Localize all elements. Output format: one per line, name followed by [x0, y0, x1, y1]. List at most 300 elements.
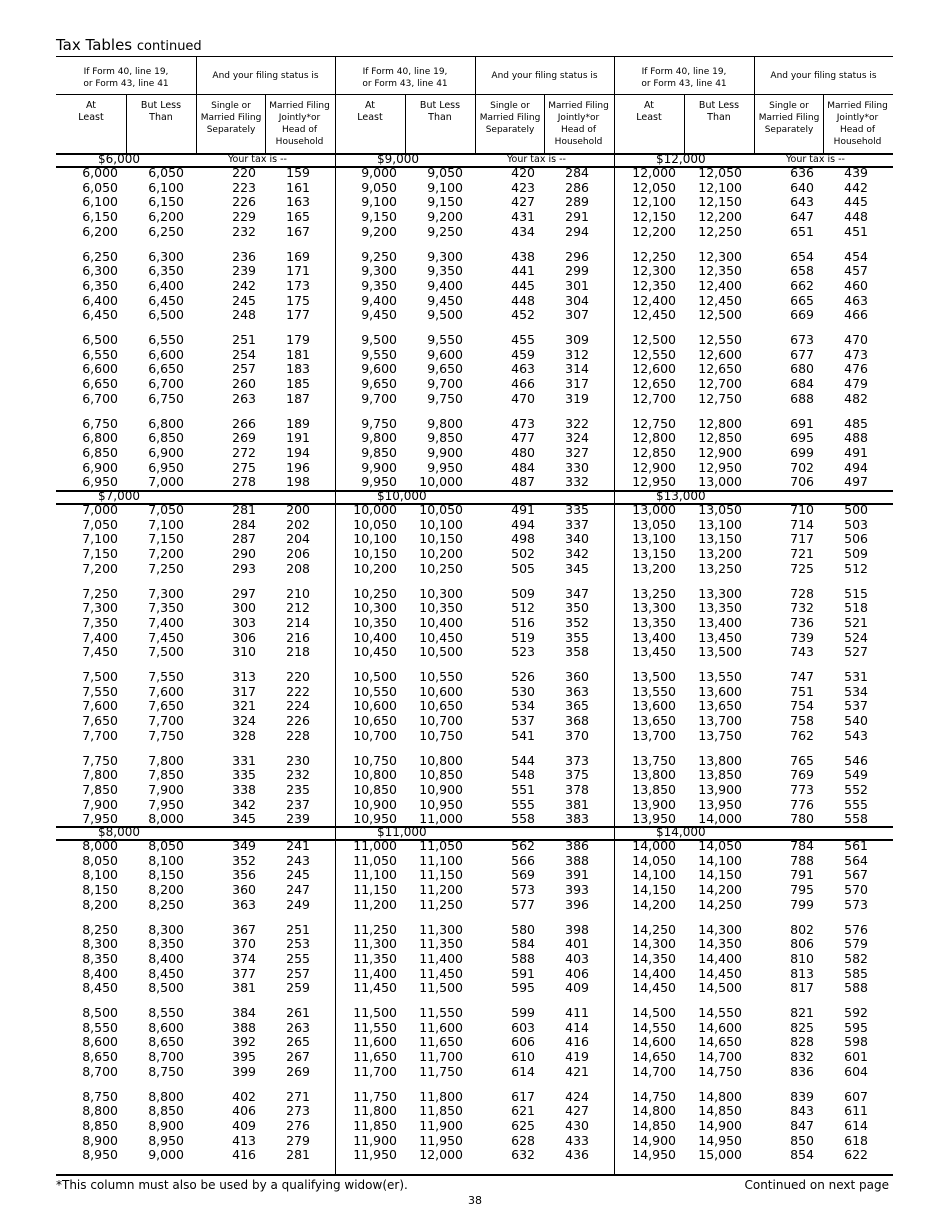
table-row — [335, 587, 614, 601]
single-tax-cell: 466 — [511, 376, 535, 392]
at-least-cell: 7,750 — [82, 752, 118, 768]
single-tax-cell: 762 — [790, 727, 814, 743]
at-least-cell: 14,350 — [632, 950, 676, 966]
single-line1: Single or — [769, 101, 809, 111]
single-tax-cell: 423 — [511, 179, 535, 195]
at-least-cell: 12,500 — [632, 332, 676, 347]
single-tax-cell: 599 — [511, 1005, 535, 1020]
table-row — [56, 518, 335, 532]
mfj-tax-cell: 165 — [286, 209, 310, 225]
table-row — [56, 616, 335, 630]
but-less-cell: 9,750 — [427, 390, 463, 406]
but-less-cell: 11,550 — [419, 1005, 463, 1020]
mfj-tax-cell: 194 — [286, 444, 310, 460]
but-less-cell: 6,200 — [148, 209, 184, 225]
mfj-tax-cell: 564 — [844, 852, 868, 868]
but-less-cell: 7,850 — [148, 767, 184, 783]
at-least-cell: 13,900 — [632, 796, 676, 812]
table-row — [335, 333, 614, 347]
at-least-cell: 8,700 — [82, 1063, 118, 1079]
at-least-cell: 10,700 — [353, 727, 397, 743]
single-tax-cell: 473 — [511, 415, 535, 431]
single-tax-cell: 832 — [790, 1049, 814, 1065]
mfj-tax-cell: 281 — [286, 1147, 310, 1163]
single-tax-cell: 381 — [232, 980, 256, 996]
at-least-cell: 6,550 — [82, 346, 118, 362]
single-tax-cell: 306 — [232, 629, 256, 645]
but-less-cell: 8,250 — [148, 896, 184, 912]
but-less-cell: 13,650 — [698, 698, 742, 714]
mfj-tax-cell: 271 — [286, 1088, 310, 1104]
single-line1: Single or — [490, 101, 530, 111]
at-least-cell: 9,450 — [361, 307, 397, 323]
at-least-cell: 9,900 — [361, 459, 397, 475]
at-least-cell: 14,100 — [632, 867, 676, 883]
at-least-cell: 14,150 — [632, 882, 676, 898]
single-tax-cell: 677 — [790, 346, 814, 362]
but-less-cell: 7,550 — [148, 669, 184, 684]
at-least-cell: 13,400 — [632, 629, 676, 645]
but-less-cell: 14,850 — [698, 1103, 742, 1119]
at-least-cell: 10,250 — [353, 585, 397, 601]
at-least-cell: 12,250 — [632, 248, 676, 264]
at-least-cell: 11,150 — [353, 882, 397, 898]
table-row — [335, 225, 614, 239]
mfj-tax-cell: 175 — [286, 292, 310, 308]
table-row — [335, 768, 614, 782]
mfj-tax-cell: 381 — [565, 796, 589, 812]
but-less-cell: 8,850 — [148, 1103, 184, 1119]
table-row — [335, 798, 614, 812]
but-less-cell: 6,150 — [148, 194, 184, 210]
mfj-tax-cell: 169 — [286, 248, 310, 264]
table-row — [614, 210, 893, 224]
mfj-tax-cell: 352 — [565, 614, 589, 630]
at-least-cell: 13,700 — [632, 727, 676, 743]
table-row — [56, 532, 335, 546]
but-less-cell: 14,050 — [698, 838, 742, 853]
table-row — [56, 503, 335, 517]
at-least-cell: 6,650 — [82, 376, 118, 392]
mfj-tax-cell: 286 — [565, 179, 589, 195]
table-row — [56, 308, 335, 322]
but-less-cell: 11,150 — [419, 867, 463, 883]
at-least-cell: 13,750 — [632, 752, 676, 768]
single-tax-cell: 251 — [232, 332, 256, 347]
table-row — [614, 166, 893, 180]
but-less-cell: 12,000 — [419, 1147, 463, 1163]
table-row — [56, 898, 335, 912]
at-least-cell: 14,750 — [632, 1088, 676, 1104]
header-divider-vertical — [126, 94, 127, 154]
mfj-tax-cell: 491 — [844, 444, 868, 460]
single-tax-cell: 821 — [790, 1005, 814, 1020]
single-tax-cell: 263 — [232, 390, 256, 406]
mfj-tax-cell: 261 — [286, 1005, 310, 1020]
mfj-header — [822, 100, 893, 148]
mfj-tax-cell: 299 — [565, 263, 589, 279]
but-less-cell: 14,000 — [698, 811, 742, 827]
table-row — [56, 210, 335, 224]
single-tax-cell: 580 — [511, 921, 535, 937]
at-least-cell: 10,550 — [353, 683, 397, 699]
but-less-cell: 9,550 — [427, 332, 463, 347]
mfj-tax-cell: 540 — [844, 713, 868, 729]
mfj-tax-cell: 230 — [286, 752, 310, 768]
but-less-cell: 12,150 — [698, 194, 742, 210]
at-least-cell: 11,950 — [353, 1147, 397, 1163]
at-least-cell: 11,800 — [353, 1103, 397, 1119]
mfj-tax-cell: 210 — [286, 585, 310, 601]
at-least-cell: 8,850 — [82, 1117, 118, 1133]
your-tax-label: Your tax is -- — [228, 154, 287, 165]
single-tax-cell: 420 — [511, 165, 535, 180]
at-least-cell: 6,300 — [82, 263, 118, 279]
but-less-cell: 6,950 — [148, 459, 184, 475]
mfj-tax-cell: 567 — [844, 867, 868, 883]
header-bottom-rule — [56, 153, 893, 155]
single-tax-cell: 584 — [511, 936, 535, 952]
table-row — [56, 952, 335, 966]
single-tax-cell: 484 — [511, 459, 535, 475]
at-least-cell: 6,400 — [82, 292, 118, 308]
but-less-cell: 10,650 — [419, 698, 463, 714]
table-row — [335, 195, 614, 209]
mfj-tax-cell: 220 — [286, 669, 310, 684]
table-row — [614, 547, 893, 561]
at-least-cell: 8,650 — [82, 1049, 118, 1065]
but-less-line2: Than — [428, 112, 452, 123]
but-less-cell: 11,000 — [419, 811, 463, 827]
table-row — [335, 461, 614, 475]
but-less-cell: 13,800 — [698, 752, 742, 768]
mfj-tax-cell: 267 — [286, 1049, 310, 1065]
but-less-cell: 11,100 — [419, 852, 463, 868]
mfj-tax-cell: 442 — [844, 179, 868, 195]
at-least-cell: 8,250 — [82, 921, 118, 937]
at-least-line2: Least — [636, 112, 662, 123]
table-row — [56, 923, 335, 937]
but-less-cell: 14,150 — [698, 867, 742, 883]
table-row — [56, 195, 335, 209]
single-tax-cell: 281 — [232, 502, 256, 517]
table-row — [56, 783, 335, 797]
table-row — [335, 308, 614, 322]
single-tax-cell: 392 — [232, 1034, 256, 1050]
mfj-tax-cell: 317 — [565, 376, 589, 392]
at-least-cell: 11,350 — [353, 950, 397, 966]
table-row — [56, 1065, 335, 1079]
but-less-cell: 11,950 — [419, 1132, 463, 1148]
form-ref-line2: or Form 43, line 41 — [362, 79, 448, 89]
header-divider-vertical — [405, 94, 406, 154]
at-least-cell: 11,500 — [353, 1005, 397, 1020]
mfj-tax-cell: 183 — [286, 361, 310, 377]
mfj-tax-cell: 454 — [844, 248, 868, 264]
mfj-line2: Jointly*or — [836, 113, 879, 123]
mfj-tax-cell: 243 — [286, 852, 310, 868]
but-less-cell: 9,900 — [427, 444, 463, 460]
table-row — [614, 475, 893, 489]
at-least-cell: 8,200 — [82, 896, 118, 912]
mfj-tax-cell: 579 — [844, 936, 868, 952]
mfj-line1: Married Filing — [827, 101, 888, 111]
but-less-cell: 10,100 — [419, 516, 463, 532]
table-panel-1 — [56, 56, 336, 1176]
but-less-line1: But Less — [698, 100, 740, 111]
table-row — [335, 670, 614, 684]
table-row — [56, 1119, 335, 1133]
table-row — [614, 645, 893, 659]
but-less-cell: 11,500 — [419, 980, 463, 996]
table-row — [335, 1021, 614, 1035]
table-row — [56, 1050, 335, 1064]
but-less-cell: 14,950 — [698, 1132, 742, 1148]
table-row — [56, 868, 335, 882]
at-least-cell: 11,650 — [353, 1049, 397, 1065]
single-tax-cell: 732 — [790, 600, 814, 616]
but-less-cell: 6,550 — [148, 332, 184, 347]
at-least-cell: 11,900 — [353, 1132, 397, 1148]
single-tax-cell: 352 — [232, 852, 256, 868]
single-tax-cell: 658 — [790, 263, 814, 279]
but-less-cell: 8,400 — [148, 950, 184, 966]
mfj-tax-cell: 398 — [565, 921, 589, 937]
table-row — [614, 783, 893, 797]
but-less-cell: 7,200 — [148, 546, 184, 562]
at-least-cell: 11,850 — [353, 1117, 397, 1133]
but-less-cell: 11,850 — [419, 1103, 463, 1119]
mfj-tax-cell: 319 — [565, 390, 589, 406]
mfj-tax-cell: 309 — [565, 332, 589, 347]
single-tax-cell: 269 — [232, 430, 256, 446]
single-line2: Married Filing — [200, 113, 262, 123]
but-less-cell: 10,300 — [419, 585, 463, 601]
single-tax-cell: 519 — [511, 629, 535, 645]
mfj-tax-cell: 476 — [844, 361, 868, 377]
single-tax-cell: 367 — [232, 921, 256, 937]
table-row — [56, 294, 335, 308]
single-tax-cell: 223 — [232, 179, 256, 195]
single-line3: Separately — [485, 125, 535, 135]
table-row — [614, 868, 893, 882]
but-less-cell: 9,150 — [427, 194, 463, 210]
single-tax-cell: 480 — [511, 444, 535, 460]
but-less-cell: 7,000 — [148, 474, 184, 490]
table-row — [335, 532, 614, 546]
table-row — [614, 225, 893, 239]
at-least-cell: 12,750 — [632, 415, 676, 431]
but-less-cell: 9,500 — [427, 307, 463, 323]
mfj-tax-cell: 350 — [565, 600, 589, 616]
table-row — [614, 981, 893, 995]
page-number: 38 — [468, 1194, 482, 1207]
mfj-tax-cell: 537 — [844, 698, 868, 714]
form-ref-header — [614, 66, 754, 90]
mfj-tax-cell: 570 — [844, 882, 868, 898]
form-ref-line1: If Form 40, line 19, — [83, 67, 169, 77]
mfj-tax-cell: 611 — [844, 1103, 868, 1119]
table-row — [335, 839, 614, 853]
header-divider-vertical — [684, 94, 685, 154]
table-row — [614, 362, 893, 376]
at-least-cell: 8,000 — [82, 838, 118, 853]
single-tax-cell: 530 — [511, 683, 535, 699]
but-less-cell: 8,600 — [148, 1019, 184, 1035]
table-row — [335, 923, 614, 937]
but-less-cell: 14,300 — [698, 921, 742, 937]
mfj-tax-cell: 479 — [844, 376, 868, 392]
single-header — [754, 100, 824, 136]
at-least-cell: 13,500 — [632, 669, 676, 684]
mfj-tax-cell: 171 — [286, 263, 310, 279]
at-least-cell: 12,300 — [632, 263, 676, 279]
but-less-cell: 6,600 — [148, 346, 184, 362]
mfj-tax-cell: 312 — [565, 346, 589, 362]
single-tax-cell: 239 — [232, 263, 256, 279]
at-least-header — [614, 100, 684, 124]
table-row — [614, 839, 893, 853]
mfj-tax-cell: 448 — [844, 209, 868, 225]
table-row — [335, 431, 614, 445]
at-least-cell: 9,850 — [361, 444, 397, 460]
form-ref-line2: or Form 43, line 41 — [83, 79, 169, 89]
table-row — [56, 333, 335, 347]
single-tax-cell: 384 — [232, 1005, 256, 1020]
but-less-cell: 14,500 — [698, 980, 742, 996]
at-least-cell: 7,850 — [82, 781, 118, 797]
table-row — [335, 854, 614, 868]
single-tax-cell: 643 — [790, 194, 814, 210]
but-less-cell: 13,850 — [698, 767, 742, 783]
but-less-cell: 10,750 — [419, 727, 463, 743]
but-less-cell: 11,750 — [419, 1063, 463, 1079]
but-less-cell: 7,050 — [148, 502, 184, 517]
but-less-cell: 10,900 — [419, 781, 463, 797]
table-row — [56, 166, 335, 180]
but-less-cell: 11,650 — [419, 1034, 463, 1050]
mfj-tax-cell: 506 — [844, 531, 868, 547]
table-row — [614, 446, 893, 460]
mfj-tax-cell: 251 — [286, 921, 310, 937]
table-row — [56, 377, 335, 391]
at-least-cell: 13,800 — [632, 767, 676, 783]
table-row — [335, 1090, 614, 1104]
at-least-cell: 9,350 — [361, 277, 397, 293]
mfj-tax-cell: 214 — [286, 614, 310, 630]
but-less-cell: 8,200 — [148, 882, 184, 898]
but-less-cell: 11,600 — [419, 1019, 463, 1035]
at-least-cell: 12,150 — [632, 209, 676, 225]
but-less-cell: 12,100 — [698, 179, 742, 195]
mfj-tax-cell: 509 — [844, 546, 868, 562]
single-tax-cell: 445 — [511, 277, 535, 293]
at-least-cell: 12,350 — [632, 277, 676, 293]
mfj-tax-cell: 604 — [844, 1063, 868, 1079]
form-ref-header — [56, 66, 196, 90]
mfj-tax-cell: 601 — [844, 1049, 868, 1065]
table-row — [56, 937, 335, 951]
at-least-line2: Least — [78, 112, 104, 123]
single-tax-cell: 402 — [232, 1088, 256, 1104]
table-row — [614, 279, 893, 293]
single-tax-cell: 413 — [232, 1132, 256, 1148]
single-tax-cell: 843 — [790, 1103, 814, 1119]
mfj-tax-cell: 598 — [844, 1034, 868, 1050]
mfj-tax-cell: 614 — [844, 1117, 868, 1133]
mfj-tax-cell: 411 — [565, 1005, 589, 1020]
mfj-tax-cell: 488 — [844, 430, 868, 446]
at-least-cell: 9,750 — [361, 415, 397, 431]
mfj-tax-cell: 558 — [844, 811, 868, 827]
mfj-tax-cell: 391 — [565, 867, 589, 883]
single-tax-cell: 477 — [511, 430, 535, 446]
table-row — [56, 264, 335, 278]
at-least-cell: 12,000 — [632, 165, 676, 180]
single-tax-cell: 617 — [511, 1088, 535, 1104]
single-tax-cell: 614 — [511, 1063, 535, 1079]
table-row — [335, 294, 614, 308]
table-row — [335, 883, 614, 897]
mfj-tax-cell: 284 — [565, 165, 589, 180]
at-least-cell: 6,900 — [82, 459, 118, 475]
table-row — [56, 1035, 335, 1049]
at-least-cell: 14,800 — [632, 1103, 676, 1119]
at-least-cell: 8,350 — [82, 950, 118, 966]
table-row — [56, 631, 335, 645]
mfj-tax-cell: 588 — [844, 980, 868, 996]
but-less-cell: 12,200 — [698, 209, 742, 225]
table-row — [56, 431, 335, 445]
mfj-tax-cell: 235 — [286, 781, 310, 797]
at-least-cell: 10,600 — [353, 698, 397, 714]
single-tax-cell: 743 — [790, 644, 814, 660]
mfj-tax-cell: 257 — [286, 965, 310, 981]
single-tax-cell: 257 — [232, 361, 256, 377]
at-least-cell: 13,650 — [632, 713, 676, 729]
mfj-tax-cell: 324 — [565, 430, 589, 446]
table-row — [56, 225, 335, 239]
mfj-tax-cell: 301 — [565, 277, 589, 293]
table-row — [335, 937, 614, 951]
at-least-cell: 12,600 — [632, 361, 676, 377]
table-row — [56, 1104, 335, 1118]
single-tax-cell: 784 — [790, 838, 814, 853]
at-least-cell: 8,150 — [82, 882, 118, 898]
single-tax-cell: 706 — [790, 474, 814, 490]
table-row — [614, 1148, 893, 1162]
at-least-cell: 9,950 — [361, 474, 397, 490]
table-row — [614, 518, 893, 532]
single-tax-cell: 577 — [511, 896, 535, 912]
single-tax-cell: 799 — [790, 896, 814, 912]
single-tax-cell: 491 — [511, 502, 535, 517]
table-row — [335, 166, 614, 180]
at-least-cell: 12,850 — [632, 444, 676, 460]
single-tax-cell: 470 — [511, 390, 535, 406]
at-least-cell: 12,700 — [632, 390, 676, 406]
at-least-cell: 6,950 — [82, 474, 118, 490]
mfj-tax-cell: 173 — [286, 277, 310, 293]
mfj-tax-cell: 430 — [565, 1117, 589, 1133]
at-least-cell: 12,450 — [632, 307, 676, 323]
at-least-cell: 13,200 — [632, 560, 676, 576]
but-less-cell: 13,000 — [698, 474, 742, 490]
at-least-cell: 13,550 — [632, 683, 676, 699]
mfj-tax-cell: 383 — [565, 811, 589, 827]
table-row — [335, 1035, 614, 1049]
single-tax-cell: 773 — [790, 781, 814, 797]
